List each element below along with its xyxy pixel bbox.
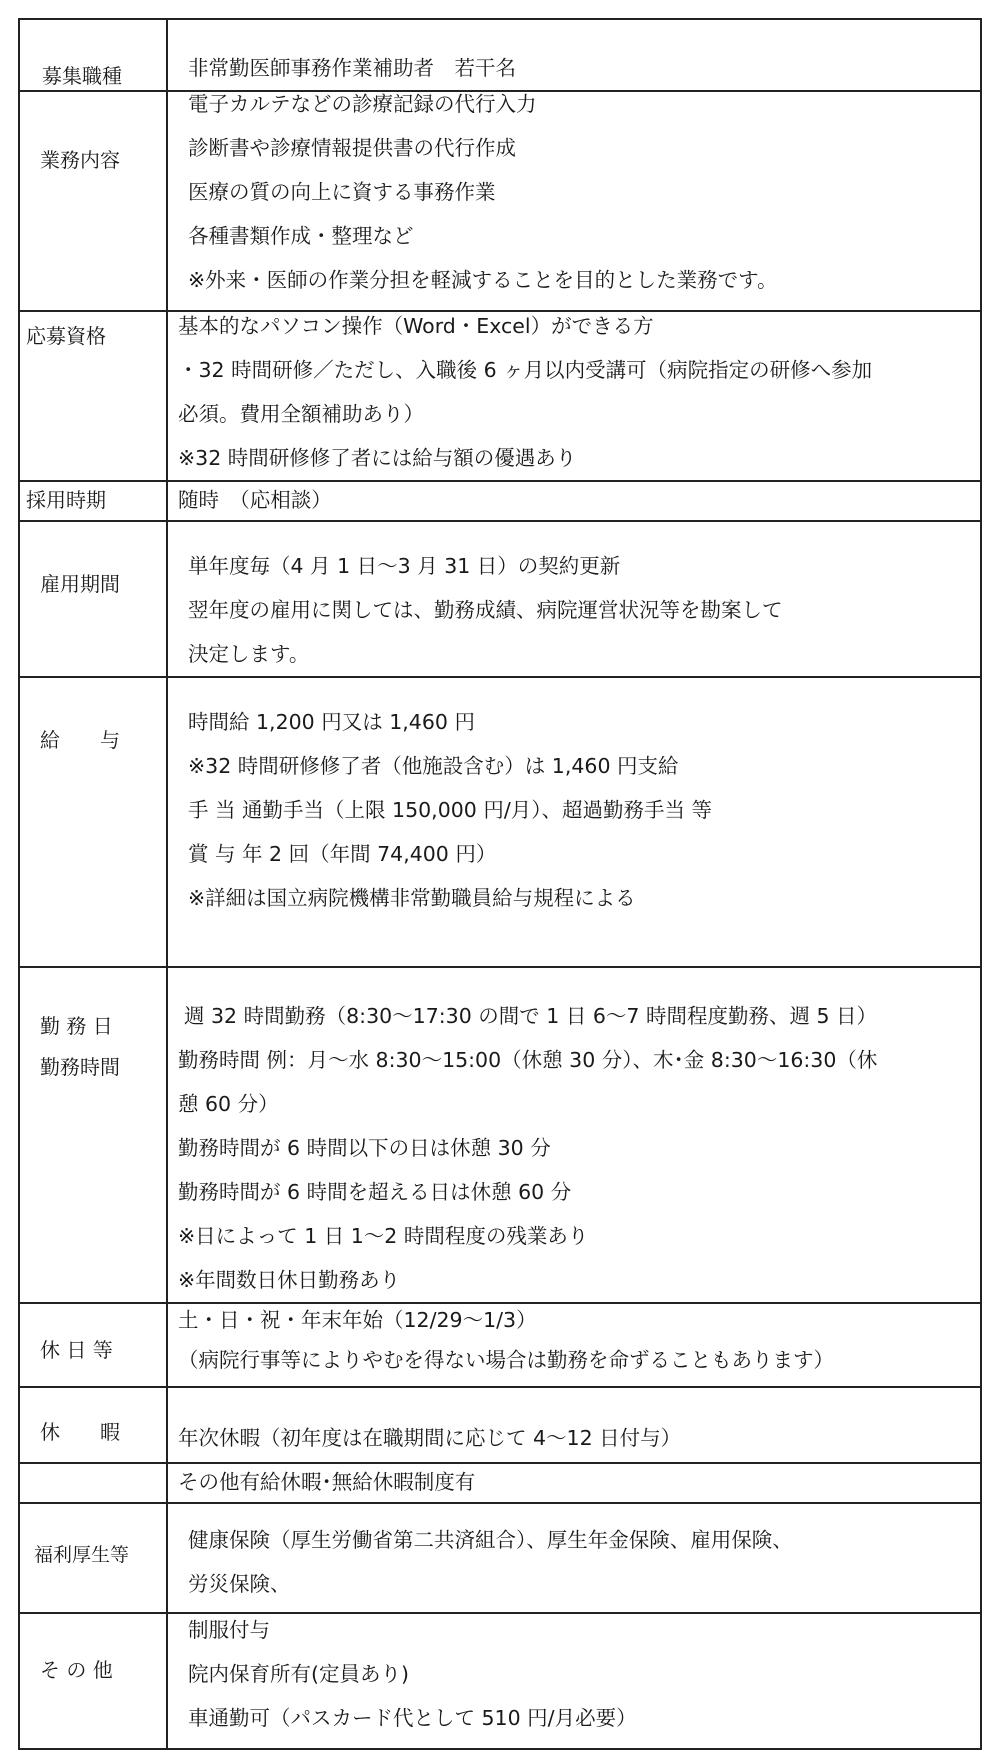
value-line: 土・日・祝・年末年始（12/29～1/3） [178,1308,537,1332]
value-line: 決定します。 [188,642,310,666]
value-line: 制服付与 [188,1618,270,1642]
value-line: ・32 時間研修／ただし、入職後 6 ヶ月以内受講可（病院指定の研修へ参加 [178,358,873,382]
row-position [19,19,981,91]
value-cell [167,967,981,1303]
label-cell [19,19,167,91]
value-line: 手 当 通勤手当（上限 150,000 円/月）、超過勤務手当 等 [188,798,713,822]
value-line: ※年間数日休日勤務あり [178,1268,401,1292]
value-cell [167,91,981,311]
value-cell [167,19,981,91]
row-work-schedule [19,967,981,1303]
label-cell [19,521,167,677]
row-other [19,1613,981,1749]
value-line: 随時 （応相談） [178,488,332,512]
row-label: 雇用期間 [40,572,120,596]
row-qualifications [19,311,981,481]
row-leave [19,1387,981,1463]
value-line: 勤務時間が 6 時間以下の日は休憩 30 分 [178,1136,551,1160]
value-cell [167,677,981,967]
value-line: 週 32 時間勤務（8:30～17:30 の間で 1 日 6～7 時間程度勤務、週 5 日） [184,1004,878,1028]
row-hiring-period [19,481,981,521]
row-label: 採用時期 [26,488,106,512]
value-line: 労災保険、 [188,1572,291,1596]
value-line: 各種書類作成・整理など [188,224,414,248]
row-label: 給 与 [40,728,120,752]
label-cell [19,311,167,481]
value-line: 時間給 1,200 円又は 1,460 円 [188,710,475,734]
value-line: 必須。費用全額補助あり） [178,402,424,426]
label-cell [19,1503,167,1613]
label-cell [19,967,167,1303]
row-label: 業務内容 [40,148,120,172]
value-line: 電子カルテなどの診療記録の代行入力 [188,92,537,116]
value-cell [167,1613,981,1749]
label-cell [19,1303,167,1387]
value-line: ※外来・医師の作業分担を軽減することを目的とした業務です。 [188,268,778,292]
row-duties [19,91,981,311]
row-label: そ の 他 [40,1658,113,1682]
row-label: 応募資格 [26,324,106,348]
value-cell [167,1303,981,1387]
row-label: 募集職種 [42,64,122,88]
row-salary [19,677,981,967]
value-line: ※32 時間研修修了者には給与額の優遇あり [178,446,577,470]
value-cell [167,521,981,677]
row-other-leave [19,1463,981,1503]
label-cell [19,481,167,521]
value-line: 車通勤可（パスカード代として 510 円/月必要） [188,1706,637,1730]
row-label: 休 日 等 [40,1338,113,1362]
value-cell [167,1387,981,1463]
label-cell [19,1387,167,1463]
value-line: 勤務時間 例：月～水 8:30～15:00（休憩 30 分）、木･金 8:30～16:30（休 [178,1048,878,1072]
label-cell [19,677,167,967]
row-benefits [19,1503,981,1613]
label-cell [19,1463,167,1503]
label-cell [19,91,167,311]
value-cell [167,1503,981,1613]
value-line: 勤務時間が 6 時間を超える日は休憩 60 分 [178,1180,572,1204]
value-line: ※詳細は国立病院機構非常勤職員給与規程による [188,886,636,910]
value-line: 健康保険（厚生労働省第二共済組合）、厚生年金保険、雇用保険、 [188,1528,793,1552]
value-line: ※日によって 1 日 1～2 時間程度の残業あり [178,1224,589,1248]
value-line: 医療の質の向上に資する事務作業 [188,180,496,204]
job-posting-table [18,18,982,1750]
value-cell [167,1463,981,1503]
value-line: （病院行事等によりやむを得ない場合は勤務を命ずることもあります） [178,1348,834,1372]
row-label: 休 暇 [40,1420,120,1444]
row-label: 勤 務 日 [40,1014,113,1038]
value-line: その他有給休暇･無給休暇制度有 [178,1470,476,1494]
row-label: 福利厚生等 [34,1544,130,1566]
value-line: 診断書や診療情報提供書の代行作成 [188,136,516,160]
value-cell [167,311,981,481]
row-employment-period [19,521,981,677]
value-line: 非常勤医師事務作業補助者 若干名 [188,56,516,80]
value-line: 単年度毎（4 月 1 日～3 月 31 日）の契約更新 [188,554,621,578]
value-line: 年次休暇（初年度は在職期間に応じて 4～12 日付与） [178,1426,682,1450]
value-line: 院内保育所有(定員あり) [188,1662,409,1686]
value-line: ※32 時間研修修了者（他施設含む）は 1,460 円支給 [188,754,679,778]
row-label-secondary: 勤務時間 [40,1055,120,1079]
value-line: 憩 60 分） [178,1092,279,1116]
value-line: 翌年度の雇用に関しては、勤務成績、病院運営状況等を勘案して [188,598,783,622]
value-line: 基本的なパソコン操作（Word・Excel）ができる方 [178,314,654,338]
label-cell [19,1613,167,1749]
value-cell [167,481,981,521]
value-line: 賞 与 年 2 回（年間 74,400 円） [188,842,497,866]
row-holidays [19,1303,981,1387]
